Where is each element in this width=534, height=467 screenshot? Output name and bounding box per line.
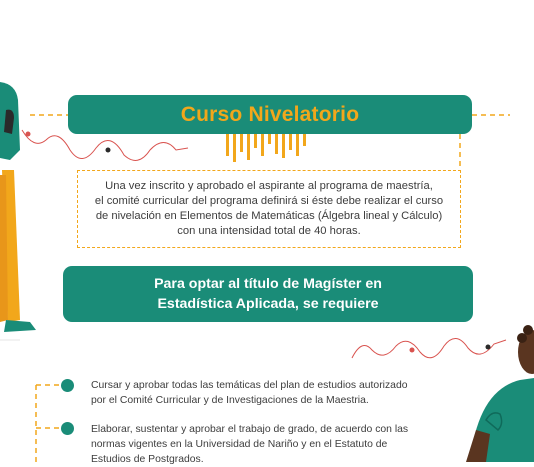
bullet-dot xyxy=(61,379,74,392)
description-box xyxy=(77,170,461,248)
list-item-line: Estudios de Postgrados. xyxy=(91,453,204,465)
description-line: con una intensidad total de 40 horas. xyxy=(177,225,361,237)
list-item-line: Cursar y aprobar todas las temáticas del plan de estudios autorizado xyxy=(91,380,408,391)
description-text xyxy=(95,179,443,239)
sound-wave-icon xyxy=(226,134,306,162)
list-item-line: normas vigentes en la Universidad de Nariño y en el Estatuto de xyxy=(91,438,388,450)
squiggle-dot xyxy=(486,345,491,350)
description-line: de nivelación en Elementos de Matemáticas (Álgebra lineal y Cálculo) xyxy=(95,210,443,222)
squiggle-dot xyxy=(26,132,31,137)
requirement-heading xyxy=(63,266,473,322)
requirement-line: Para optar al título de Magíster en xyxy=(154,276,382,292)
list-item-line: por el Comité Curricular y de Investigaciones de la Maestria. xyxy=(91,394,369,406)
squiggle-dot xyxy=(106,148,111,153)
person-illustration-left xyxy=(0,82,36,340)
banner-title: Curso Nivelatorio xyxy=(180,102,360,126)
title-banner xyxy=(68,95,472,134)
person-illustration-right xyxy=(466,325,534,462)
requirement-line: Estadística Aplicada, se requiere xyxy=(157,296,379,312)
squiggle-dot xyxy=(410,348,415,353)
list-item xyxy=(91,423,431,467)
list-item-line: Elaborar, sustentar y aprobar el trabajo de grado, de acuerdo con las xyxy=(91,424,409,435)
description-line: el comité curricular del programa definirá si éste debe realizar el curso xyxy=(94,195,444,207)
list-item xyxy=(91,379,431,409)
bullet-dot xyxy=(61,422,74,435)
description-line: Una vez inscrito y aprobado el aspirante al programa de maestría, xyxy=(105,180,433,192)
